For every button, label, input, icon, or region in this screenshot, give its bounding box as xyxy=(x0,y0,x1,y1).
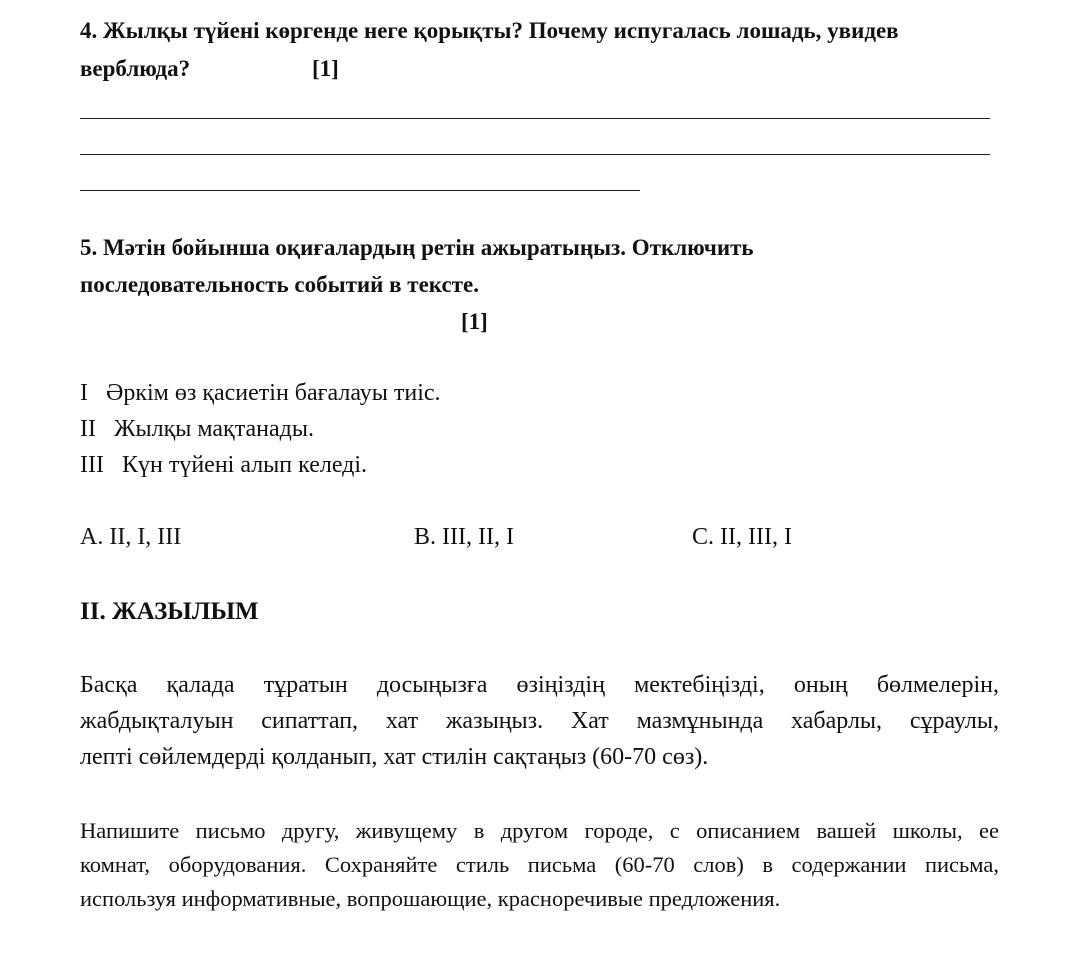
question-5-text-line1: 5. Мәтін бойынша оқиғалардың ретін ажыратыңыз. Отключить xyxy=(80,235,754,260)
event-item-2 xyxy=(80,416,314,443)
question-4-text-line1: 4. Жылқы түйені көргенде неге қорықты? Почему испугалась лошадь, увидев xyxy=(80,18,899,43)
event-number: I xyxy=(80,380,88,406)
option-c[interactable]: C. II, III, I xyxy=(692,524,792,550)
question-5-score: [1] xyxy=(461,309,488,334)
option-a[interactable]: A. II, I, III xyxy=(80,524,182,550)
answer-line-1[interactable] xyxy=(80,118,990,119)
answer-line-2[interactable] xyxy=(80,154,990,155)
kz-paragraph-line2: жабдықталуын сипаттап, хат жазыңыз. Хат мазмұнында хабарлы, сұраулы, xyxy=(80,708,999,734)
event-item-3 xyxy=(80,452,367,479)
question-4-score: [1] xyxy=(312,56,339,81)
kz-paragraph-line1: Басқа қалада тұратын досыңызға өзіңіздің мектебіңізді, оның бөлмелерін, xyxy=(80,672,999,698)
answer-line-3[interactable] xyxy=(80,190,640,191)
event-text: Жылқы мақтанады. xyxy=(113,416,314,442)
event-number: III xyxy=(80,452,104,478)
event-text: Әркім өз қасиетін бағалауы тиіс. xyxy=(106,380,441,406)
ru-paragraph-line1: Напишите письмо другу, живущему в другом городе, с описанием вашей школы, ее xyxy=(80,818,999,843)
ru-paragraph-line2: комнат, оборудования. Сохраняйте стиль письма (60-70 слов) в содержании письма, xyxy=(80,852,999,877)
event-text: Күн түйені алып келеді. xyxy=(121,452,368,478)
ru-paragraph-line3: используя информативные, вопрошающие, красноречивые предложения. xyxy=(80,886,781,911)
event-number: II xyxy=(80,416,96,442)
option-b[interactable]: B. III, II, I xyxy=(414,524,514,550)
section-heading: II. ЖАЗЫЛЫМ xyxy=(80,598,259,625)
kz-paragraph-line3: лепті сөйлемдерді қолданып, хат стилін сақтаңыз (60-70 сөз). xyxy=(80,744,709,770)
question-4-text-line2: верблюда? xyxy=(80,56,191,81)
event-item-1 xyxy=(80,380,441,407)
question-5-text-line2: последовательность событий в тексте. xyxy=(80,272,479,297)
